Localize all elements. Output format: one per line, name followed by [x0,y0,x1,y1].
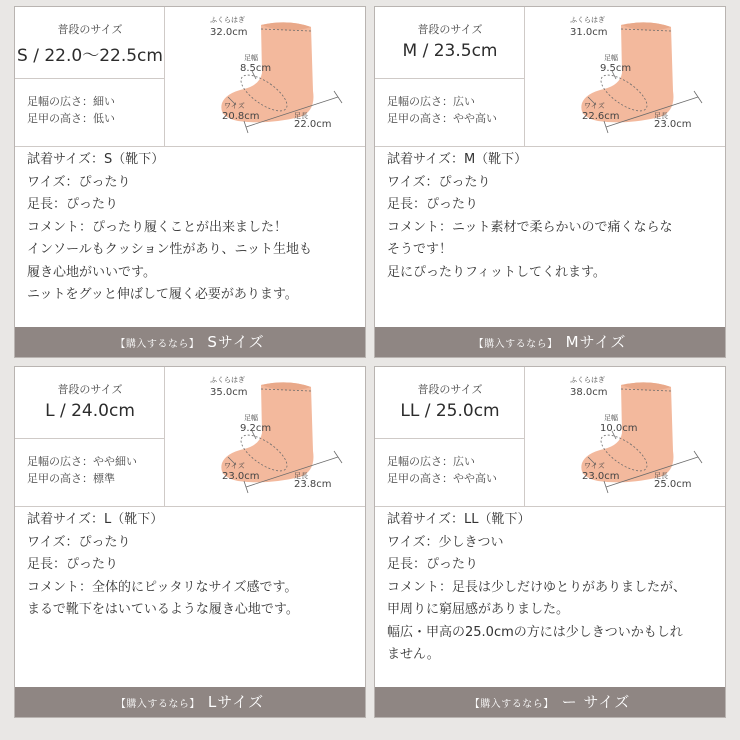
size-review-card-1 [14,6,366,358]
length-label: 足長 [654,112,668,120]
review-line: 試着サイズ：LL（靴下） [387,512,531,527]
review-line: そうです！ [387,242,453,257]
size-review-card-2 [374,6,726,358]
review-text [27,509,357,622]
foot-shape-info [27,93,115,127]
foot-diagram [166,367,365,507]
usual-size-label: 普段のサイズ [57,23,123,36]
purchase-prefix: 【購入するなら】 [469,699,554,710]
wise-value: 22.6cm [582,111,620,122]
usual-size-value: M / 23.5cm [402,41,498,61]
calf-value: 32.0cm [210,27,248,38]
ankle-value: 9.2cm [240,423,272,434]
review-line: 試着サイズ：S（靴下） [27,152,165,167]
length-label: 足長 [294,472,308,480]
ankle-label: 足幅 [604,414,618,422]
review-line: 履き心地がいいです。 [27,264,156,280]
ankle-label: 足幅 [244,54,258,62]
calf-label: ふくらはぎ [570,376,605,384]
review-line: 甲周りに窮屈感がありました。 [387,602,570,617]
foot-diagram [526,367,725,507]
ankle-label: 足幅 [244,414,258,422]
review-line: コメント：ニット素材で柔らかいので痛くならな [387,219,673,235]
length-value: 25.0cm [654,479,692,490]
foot-diagram [526,7,725,147]
review-line: コメント：ぴったり履くことが出来ました！ [27,219,288,235]
reviewer-info [375,367,525,507]
foot-diagram-icon [526,367,725,507]
purchase-recommendation-button[interactable] [15,687,365,717]
recommended-size: ー サイズ [561,693,631,711]
usual-size-value: L / 24.0cm [45,401,135,421]
length-value: 23.8cm [294,479,332,490]
calf-value: 35.0cm [210,387,248,398]
length-value: 22.0cm [294,119,332,130]
review-line: ワイズ：ぴったり [387,174,491,190]
review-line: ません。 [387,647,440,662]
instep-height-line: 足甲の高さ：やや高い [387,112,497,125]
calf-value: 38.0cm [570,387,608,398]
instep-height-line: 足甲の高さ：やや高い [387,472,497,485]
wise-value: 23.0cm [222,471,260,482]
length-value: 23.0cm [654,119,692,130]
review-line: ニットをグッと伸ばして履く必要があります。 [27,287,298,302]
usual-size-value: S / 22.0～22.5cm [17,46,163,66]
purchase-prefix: 【購入するなら】 [473,339,558,350]
review-line: 試着サイズ：M（靴下） [387,152,528,167]
purchase-prefix: 【購入するなら】 [115,699,200,710]
ankle-value: 10.0cm [600,423,638,434]
foot-diagram-icon [166,7,365,147]
usual-size-label: 普段のサイズ [57,383,123,396]
usual-size-box [375,367,525,439]
review-line: 足長：ぴったり [387,557,479,572]
size-review-card-4 [374,366,726,718]
size-review-card-3 [14,366,366,718]
foot-width-line: 足幅の広さ：やや細い [27,455,137,468]
wise-value: 20.8cm [222,111,260,122]
review-text [27,149,357,307]
calf-label: ふくらはぎ [210,376,245,384]
wise-label: ワイズ [584,102,605,110]
wise-label: ワイズ [584,462,605,470]
review-line: 足にぴったりフィットしてくれます。 [387,264,606,280]
wise-label: ワイズ [224,462,245,470]
purchase-recommendation-button[interactable] [375,327,725,357]
instep-height-line: 足甲の高さ：標準 [27,472,115,485]
review-line: ワイズ：ぴったり [27,174,131,190]
purchase-recommendation-button[interactable] [375,687,725,717]
foot-width-line: 足幅の広さ：広い [387,95,475,108]
review-line: インソールもクッション性があり、ニット生地も [27,242,312,257]
recommended-size: Sサイズ [207,333,265,351]
length-label: 足長 [294,112,308,120]
usual-size-box [15,367,165,439]
card-header [15,7,365,147]
review-line: 足長：ぴったり [27,197,119,212]
review-line: コメント：全体的にピッタリなサイズ感です。 [27,579,298,595]
calf-value: 31.0cm [570,27,608,38]
review-line: 足長：ぴったり [27,557,119,572]
length-label: 足長 [654,472,668,480]
foot-diagram [166,7,365,147]
card-header [375,367,725,507]
reviewer-info [375,7,525,147]
calf-label: ふくらはぎ [210,16,245,24]
foot-shape-info [387,93,497,127]
foot-shape-info [27,453,137,487]
foot-width-line: 足幅の広さ：細い [27,95,115,108]
calf-label: ふくらはぎ [570,16,605,24]
foot-width-line: 足幅の広さ：広い [387,455,475,468]
ankle-value: 9.5cm [600,63,632,74]
card-header [375,7,725,147]
wise-label: ワイズ [224,102,245,110]
reviewer-info [15,7,165,147]
instep-height-line: 足甲の高さ：低い [27,112,115,125]
usual-size-value: LL / 25.0cm [400,401,500,421]
card-header [15,367,365,507]
usual-size-box [375,7,525,79]
usual-size-label: 普段のサイズ [417,383,483,396]
reviewer-info [15,367,165,507]
foot-diagram-icon [526,7,725,147]
review-line: 足長：ぴったり [387,197,479,212]
review-line: ワイズ：少しきつい [387,534,504,550]
usual-size-box [15,7,165,79]
review-line: 試着サイズ：L（靴下） [27,512,164,527]
recommended-size: Mサイズ [565,333,627,351]
purchase-prefix: 【購入するなら】 [115,339,200,350]
usual-size-label: 普段のサイズ [417,23,483,36]
ankle-value: 8.5cm [240,63,272,74]
review-line: まるで靴下をはいているような履き心地です。 [27,602,299,617]
review-line: コメント：足長は少しだけゆとりがありましたが、 [387,579,687,595]
review-line: ワイズ：ぴったり [27,534,131,550]
review-text [387,149,717,284]
recommended-size: Lサイズ [207,693,265,711]
purchase-recommendation-button[interactable] [15,327,365,357]
foot-shape-info [387,453,497,487]
wise-value: 23.0cm [582,471,620,482]
review-text [387,509,717,667]
ankle-label: 足幅 [604,54,618,62]
foot-diagram-icon [166,367,365,507]
review-line: 幅広・甲高の25.0cmの方には少しきついかもしれ [387,624,683,640]
